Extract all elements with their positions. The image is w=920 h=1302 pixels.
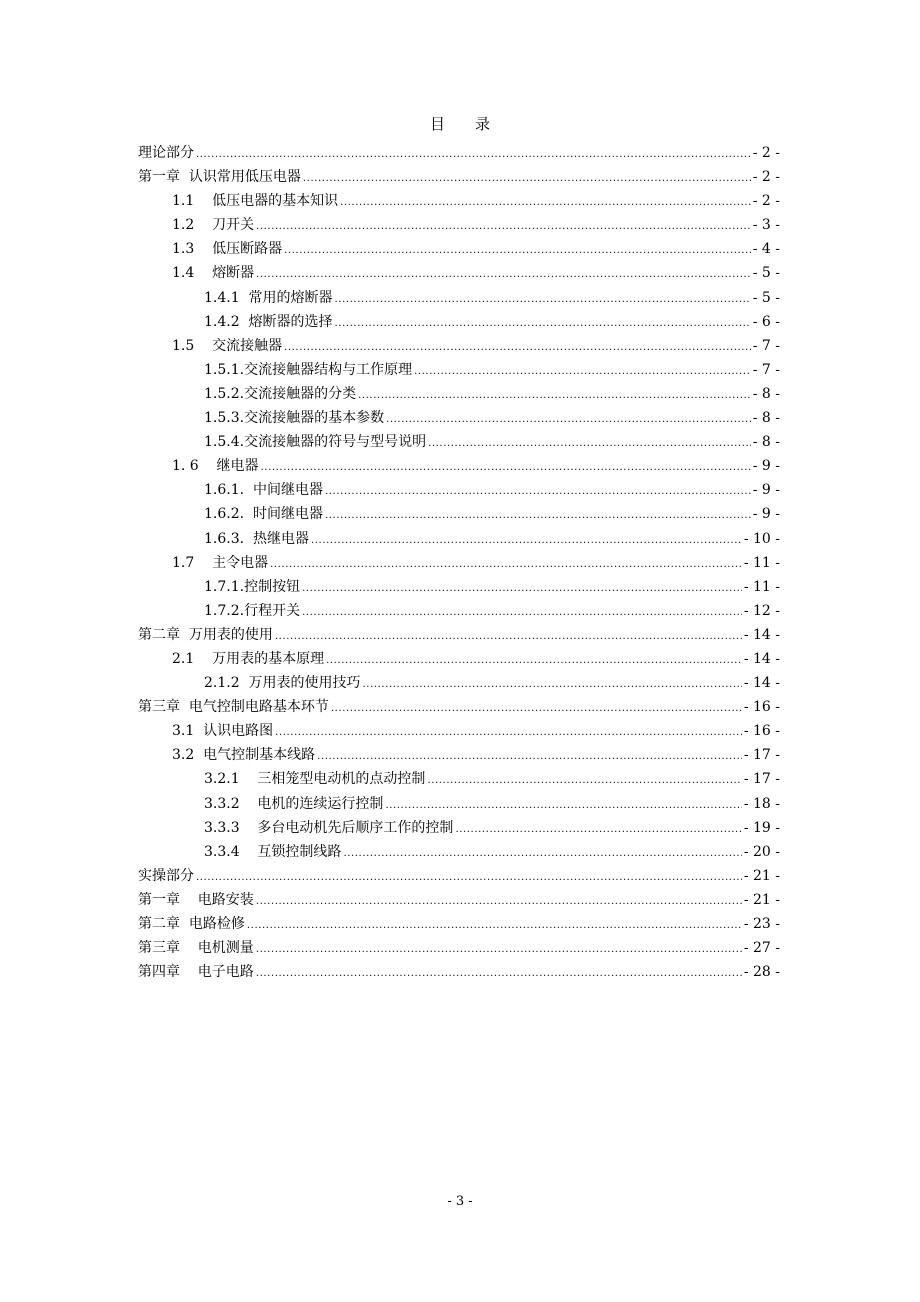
toc-entry[interactable] [138, 888, 780, 912]
toc-dot-leader [303, 167, 751, 191]
toc-entry-page: - 14 - [743, 675, 780, 692]
toc-entry[interactable] [138, 936, 780, 960]
toc-entry-title: 时间继电器 [244, 506, 323, 523]
toc-entry[interactable] [138, 671, 780, 695]
toc-entry-page: - 7 - [752, 337, 780, 354]
toc-entry-number: 3.3.3 [204, 819, 240, 836]
toc-dot-leader [270, 553, 742, 577]
toc-entry-page: - 11 - [743, 578, 780, 595]
toc-entry[interactable] [138, 213, 780, 237]
toc-entry[interactable] [138, 286, 780, 310]
toc-entry-number: 3.3.2 [204, 795, 240, 812]
toc-entry[interactable] [138, 792, 780, 816]
toc-entry-page: - 10 - [743, 530, 780, 547]
toc-entry-number: 1.6.1. [204, 482, 245, 499]
toc-dot-leader [317, 745, 742, 769]
toc-entry[interactable] [138, 695, 780, 719]
toc-entry-page: - 21 - [743, 891, 780, 908]
toc-entry-title: 第一章 电路安装 [138, 891, 254, 908]
toc-entry-title: 多台电动机先后顺序工作的控制 [239, 819, 454, 836]
toc-entry-page: - 9 - [752, 458, 780, 475]
toc-entry-number: 1.7.1. [204, 578, 245, 595]
toc-dot-leader [455, 818, 741, 842]
toc-dot-leader [256, 215, 751, 239]
toc-dot-leader [302, 601, 742, 625]
toc-dot-leader [275, 721, 742, 745]
toc-entry-title: 交流接触器的符号与型号说明 [244, 434, 427, 451]
toc-entry-page: - 23 - [743, 916, 780, 932]
toc-dot-leader [302, 577, 742, 601]
toc-entry-title: 电气控制基本线路 [194, 747, 316, 764]
toc-entry-page: - 16 - [743, 723, 780, 740]
toc-dot-leader [335, 288, 751, 312]
toc-entry-number: 1.5.2. [204, 385, 245, 402]
toc-dot-leader [427, 769, 741, 793]
toc-entry-number: 3.1 [172, 723, 195, 740]
toc-entry[interactable] [138, 816, 780, 840]
toc-entry-page: - 2 - [752, 145, 780, 161]
toc-entry[interactable] [138, 767, 780, 791]
toc-entry[interactable] [138, 527, 780, 551]
toc-dot-leader [325, 504, 751, 528]
toc-entry[interactable] [138, 237, 780, 261]
toc-dot-leader [284, 239, 751, 263]
toc-entry-number: 3.2.1 [204, 771, 240, 788]
toc-dot-leader [196, 866, 742, 890]
toc-entry-page: - 27 - [743, 940, 780, 957]
toc-dot-leader [247, 914, 742, 938]
toc-entry-title: 继电器 [198, 458, 259, 475]
toc-entry-title: 万用表的使用技巧 [239, 675, 361, 692]
toc-entry-title: 交流接触器的基本参数 [244, 410, 385, 427]
toc-entry[interactable] [138, 261, 780, 285]
toc-dot-leader [385, 794, 741, 818]
toc-dot-leader [414, 360, 751, 384]
toc-dot-leader [363, 673, 742, 697]
toc-entry-number: 1.4.2 [204, 313, 240, 330]
toc-dot-leader [340, 191, 751, 215]
toc-entry-title: 行程开关 [244, 602, 301, 619]
toc-entry-number: 1.6.2. [204, 506, 245, 523]
toc-entry[interactable] [138, 551, 780, 575]
toc-entry-title: 第三章 电气控制电路基本环节 [138, 699, 329, 716]
toc-entry-page: - 14 - [743, 650, 780, 667]
toc-entry[interactable] [138, 334, 780, 358]
toc-dot-leader [335, 312, 751, 336]
toc-entry-number: 3.2 [172, 747, 195, 764]
toc-entry-number: 1.1 [172, 193, 195, 210]
toc-entry[interactable] [138, 647, 780, 671]
toc-dot-leader [358, 384, 751, 408]
toc-entry-title: 第一章 认识常用低压电器 [138, 169, 301, 186]
toc-entry[interactable] [138, 864, 780, 888]
toc-entry-page: - 16 - [743, 699, 780, 716]
toc-entry-page: - 9 - [752, 482, 780, 499]
toc-entry-number: 1.7 [172, 554, 195, 571]
toc-entry-page: - 21 - [743, 867, 780, 884]
toc-dot-leader [256, 962, 742, 986]
page-number-footer: - 3 - [447, 1194, 473, 1209]
toc-entry-number: 1.5.1. [204, 361, 245, 378]
toc-entry-title: 实操部分 [138, 867, 194, 884]
toc-entry[interactable] [138, 502, 780, 526]
toc-entry[interactable] [138, 382, 780, 406]
toc-entry-title: 常用的熔断器 [239, 289, 333, 306]
toc-entry[interactable] [138, 719, 780, 743]
toc-entry-title: 低压电器的基本知识 [194, 193, 339, 210]
toc-entry-title: 第四章 电子电路 [138, 964, 254, 981]
toc-dot-leader [256, 938, 742, 962]
toc-entry-number: 1.4 [172, 265, 195, 282]
toc-entry[interactable] [138, 623, 780, 647]
toc-dot-leader [331, 697, 742, 721]
toc-entry-page: - 17 - [743, 771, 780, 788]
toc-entry-page: - 2 - [752, 193, 780, 210]
toc-entry-number: 1.4.1 [204, 289, 240, 306]
toc-dot-leader [284, 336, 751, 360]
toc-entry-page: - 17 - [743, 747, 780, 764]
toc-dot-leader [256, 890, 742, 914]
toc-entry-page: - 20 - [743, 843, 780, 860]
toc-entry-page: - 5 - [752, 265, 780, 282]
toc-entry-title: 三相笼型电动机的点动控制 [239, 771, 426, 788]
toc-dot-leader [325, 480, 751, 504]
toc-entry-number: 1.6.3. [204, 530, 245, 547]
toc-entry-title: 交流接触器结构与工作原理 [244, 361, 413, 378]
toc-entry-number: 1.5.4. [204, 434, 245, 451]
toc-entry-number: 1.5 [172, 337, 195, 354]
toc-entry[interactable] [138, 358, 780, 382]
toc-entry-page: - 3 - [752, 217, 780, 234]
toc-entry[interactable] [138, 599, 780, 623]
toc-entry-number: 1. 6 [172, 458, 199, 475]
toc-entry-page: - 5 - [752, 289, 780, 306]
toc-entry[interactable] [138, 310, 780, 334]
toc-entry[interactable] [138, 960, 780, 984]
toc-entry[interactable] [138, 478, 780, 502]
toc-entry-title: 认识电路图 [194, 723, 274, 740]
toc-entry-title: 熔断器的选择 [239, 313, 333, 330]
toc-entry-page: - 7 - [752, 361, 780, 378]
toc-dot-leader [428, 432, 751, 456]
toc-entry-page: - 12 - [743, 602, 780, 619]
toc-entry-title: 理论部分 [138, 145, 194, 161]
toc-entry-page: - 8 - [752, 434, 780, 451]
toc-dot-leader [343, 842, 741, 866]
toc-entry[interactable] [138, 406, 780, 430]
toc-entry[interactable] [138, 454, 780, 478]
toc-entry-title: 热继电器 [244, 530, 309, 547]
toc-entry-page: - 6 - [752, 313, 780, 330]
toc-entry-page: - 8 - [752, 385, 780, 402]
toc-dot-leader [196, 143, 751, 167]
toc-entry-number: 1.7.2. [204, 602, 245, 619]
toc-entry[interactable] [138, 743, 780, 767]
toc-dot-leader [386, 408, 751, 432]
toc-dot-leader [311, 529, 742, 553]
toc-dot-leader [256, 263, 751, 287]
toc-entry[interactable] [138, 141, 780, 165]
toc-entry-title: 控制按钮 [244, 578, 301, 595]
table-of-contents [138, 141, 780, 984]
toc-entry-page: - 2 - [752, 169, 780, 186]
toc-entry[interactable] [138, 430, 780, 454]
toc-entry-page: - 8 - [752, 410, 780, 427]
toc-dot-leader [326, 649, 742, 673]
toc-entry-number: 3.3.4 [204, 843, 240, 860]
toc-entry-title: 互锁控制线路 [239, 843, 342, 860]
toc-entry-number: 1.2 [172, 217, 195, 234]
toc-entry-page: - 14 - [743, 626, 780, 643]
toc-entry-title: 熔断器 [194, 265, 255, 282]
toc-entry[interactable] [138, 912, 780, 936]
toc-entry-title: 低压断路器 [194, 241, 283, 258]
toc-entry-page: - 28 - [743, 964, 780, 981]
toc-entry-title: 交流接触器的分类 [244, 385, 357, 402]
toc-entry[interactable] [138, 189, 780, 213]
toc-entry-title: 刀开关 [194, 217, 255, 234]
toc-entry[interactable] [138, 575, 780, 599]
toc-entry-page: - 18 - [743, 795, 780, 812]
toc-entry-number: 2.1.2 [204, 675, 240, 692]
toc-dot-leader [261, 456, 751, 480]
toc-dot-leader [275, 625, 742, 649]
toc-entry-title: 第二章 万用表的使用 [138, 626, 273, 643]
toc-entry-title: 主令电器 [194, 554, 269, 571]
toc-entry-title: 第三章 电机测量 [138, 940, 254, 957]
toc-title: 目 录 [429, 115, 490, 133]
toc-entry-number: 2.1 [172, 650, 195, 667]
toc-entry-page: - 11 - [743, 554, 780, 571]
toc-entry-page: - 4 - [752, 241, 780, 258]
toc-entry[interactable] [138, 165, 780, 189]
toc-entry-title: 万用表的基本原理 [194, 650, 325, 667]
toc-entry-title: 第二章 电路检修 [138, 916, 245, 932]
toc-entry-number: 1.5.3. [204, 410, 245, 427]
toc-entry-title: 中间继电器 [244, 482, 323, 499]
toc-entry-number: 1.3 [172, 241, 195, 258]
toc-entry[interactable] [138, 840, 780, 864]
toc-entry-title: 电机的连续运行控制 [239, 795, 384, 812]
toc-entry-page: - 19 - [743, 819, 780, 836]
toc-entry-title: 交流接触器 [194, 337, 283, 354]
toc-entry-page: - 9 - [752, 506, 780, 523]
